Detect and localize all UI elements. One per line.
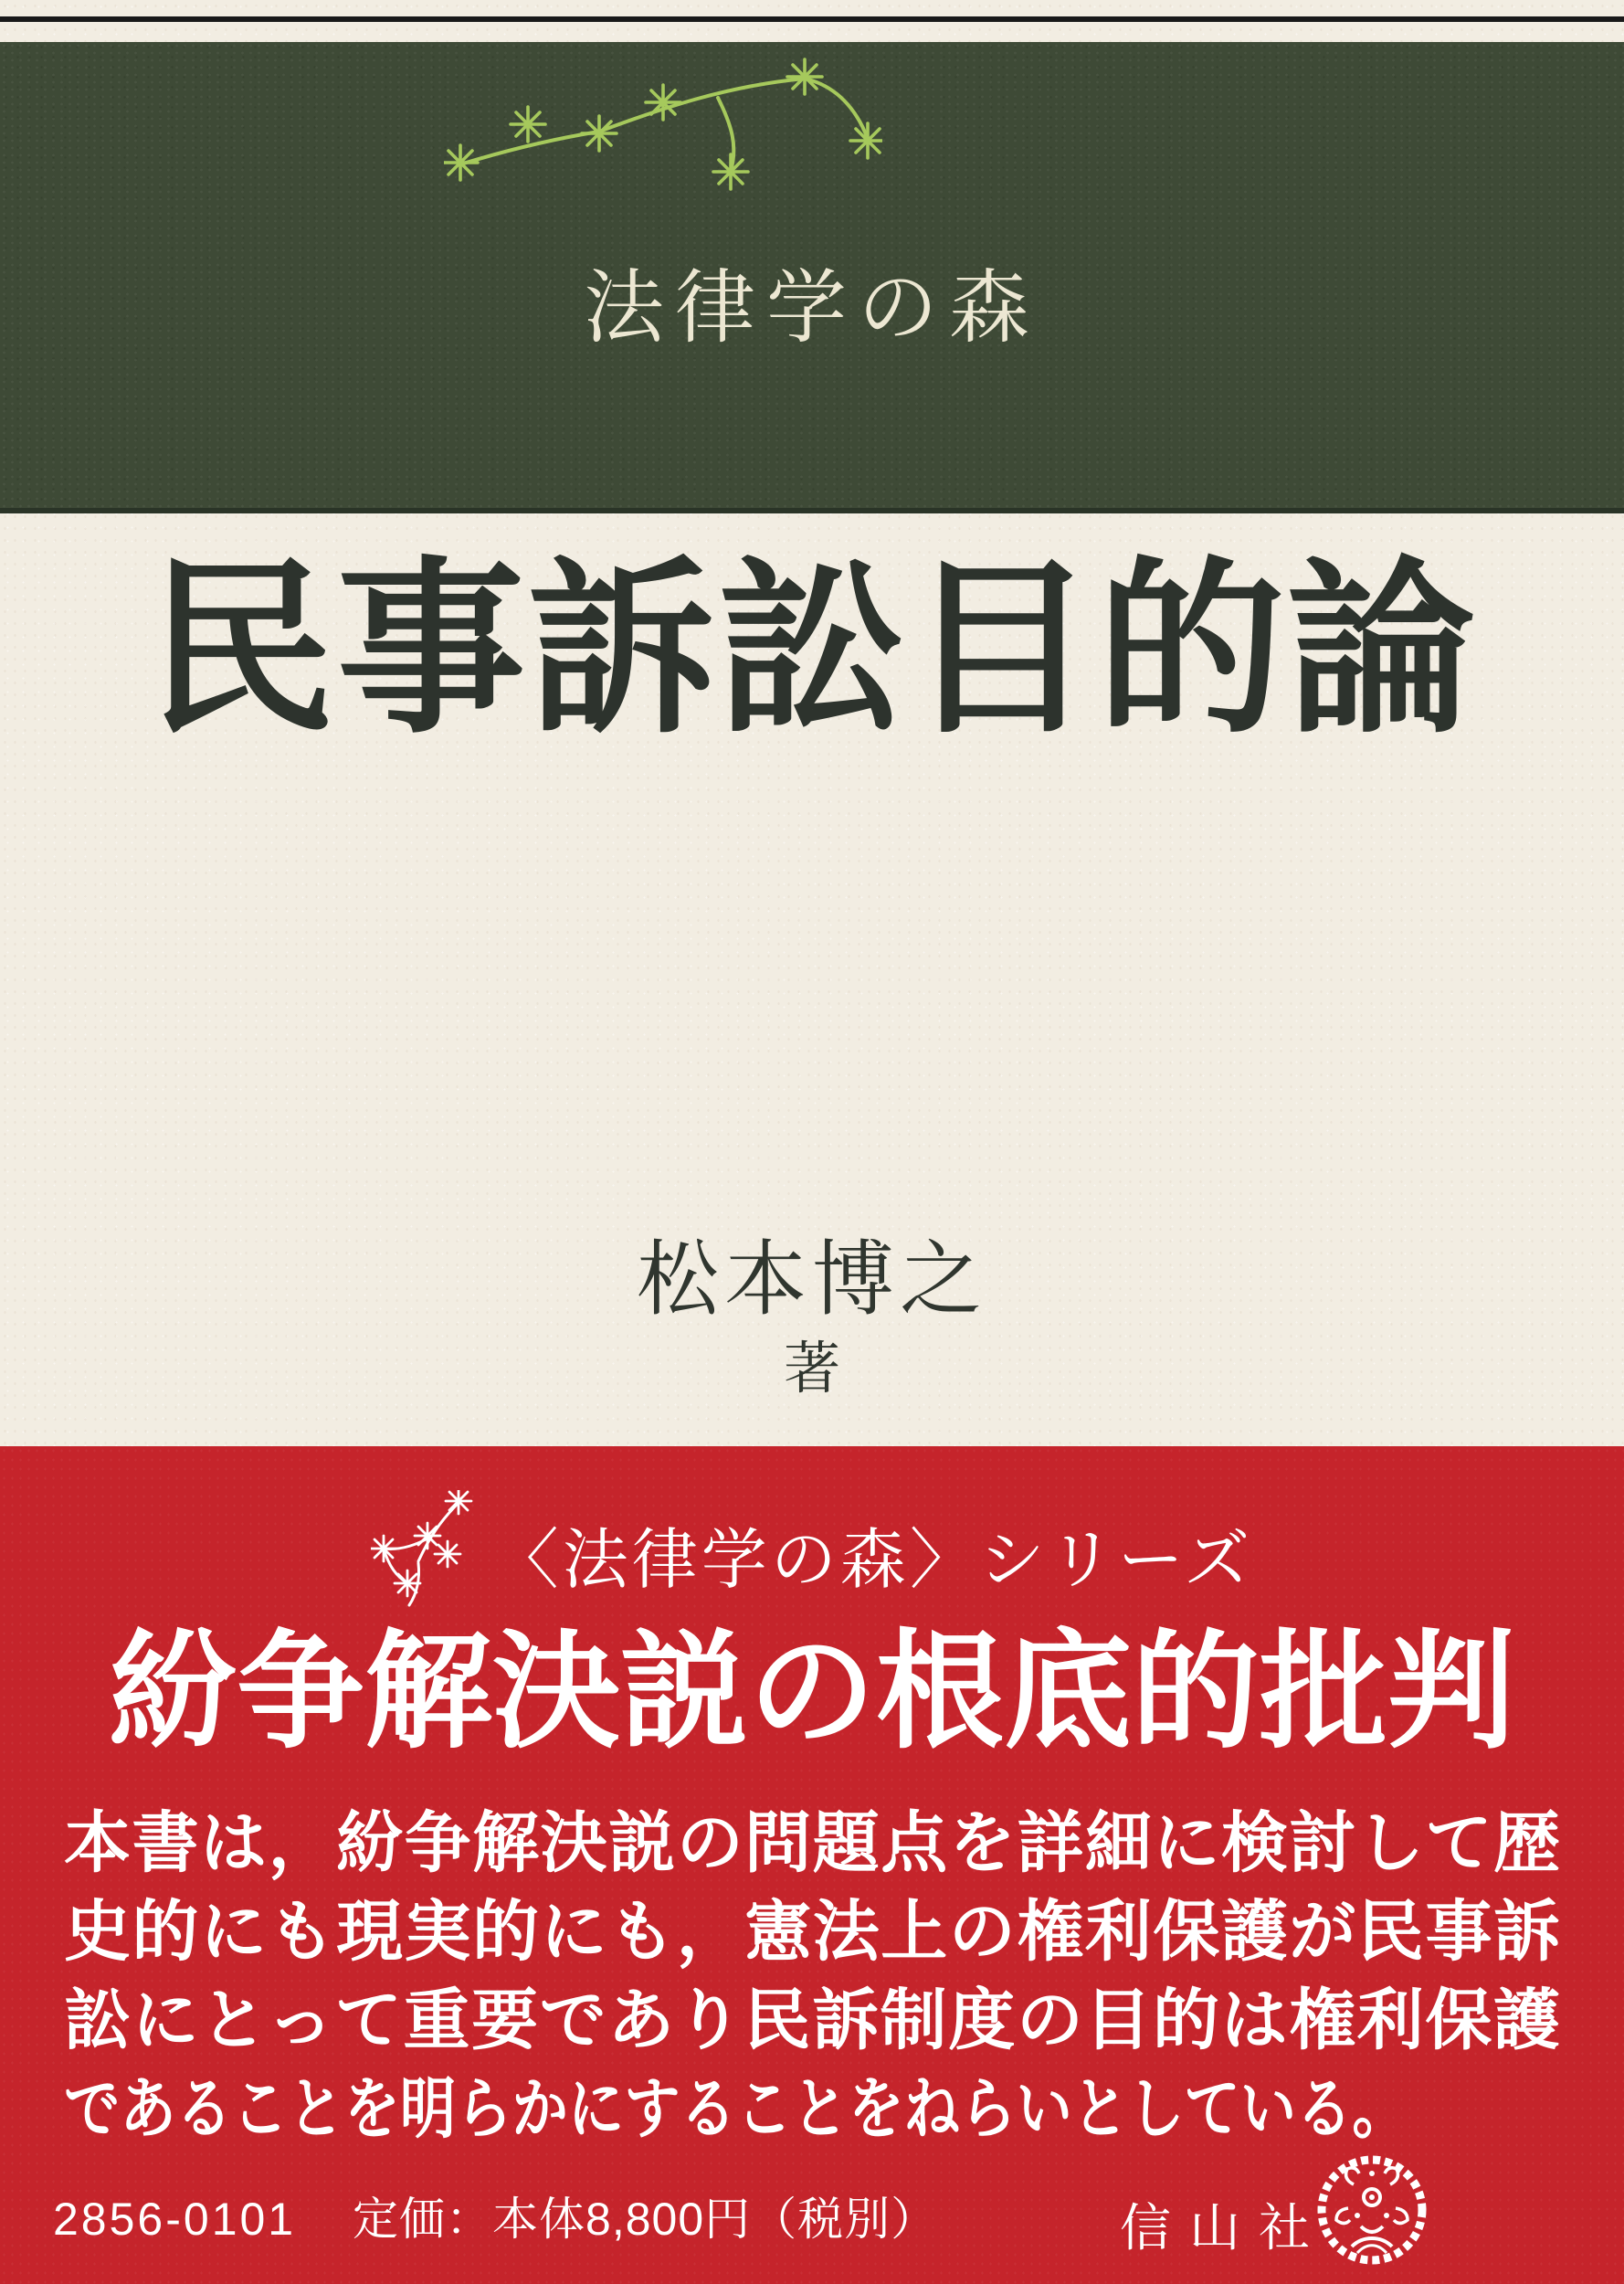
obi-description-line: 本書は，紛争解決説の問題点を詳細に検討して歴 — [64, 1806, 1560, 1880]
top-rule — [0, 16, 1624, 22]
obi-description — [64, 1799, 1560, 2153]
product-code: 2856-0101 — [53, 2194, 297, 2245]
obi-series-label: 〈法律学の森〉シリーズ — [492, 1524, 1254, 1597]
obi-band — [0, 1446, 1624, 2284]
obi-headline: 紛争解決説の根底的批判 — [108, 1623, 1515, 1764]
obi-description-line: 史的にも現実的にも，憲法上の権利保護が民事訴 — [64, 1895, 1560, 1969]
publisher-seal-icon — [1313, 2152, 1430, 2268]
obi-description-line: であることを明らかにすることをねらいとしている。 — [64, 2072, 1408, 2146]
obi-series-row — [0, 1490, 1624, 1618]
series-band — [0, 42, 1624, 513]
pine-branch-icon — [371, 1490, 473, 1611]
price-label: 定価：本体8,800円（税別） — [353, 2194, 938, 2245]
pine-branch-icon — [444, 48, 882, 203]
author-role: 著 — [783, 1338, 840, 1401]
obi-description-line: 訟にとって重要であり民訴制度の目的は権利保護 — [64, 1983, 1560, 2057]
author-name: 松本博之 — [637, 1235, 987, 1326]
main-title: 民事訴訟目的論 — [146, 546, 1477, 756]
publisher-name: 信山社 — [1120, 2199, 1328, 2257]
series-band-title: 法律学の森 — [583, 265, 1040, 354]
